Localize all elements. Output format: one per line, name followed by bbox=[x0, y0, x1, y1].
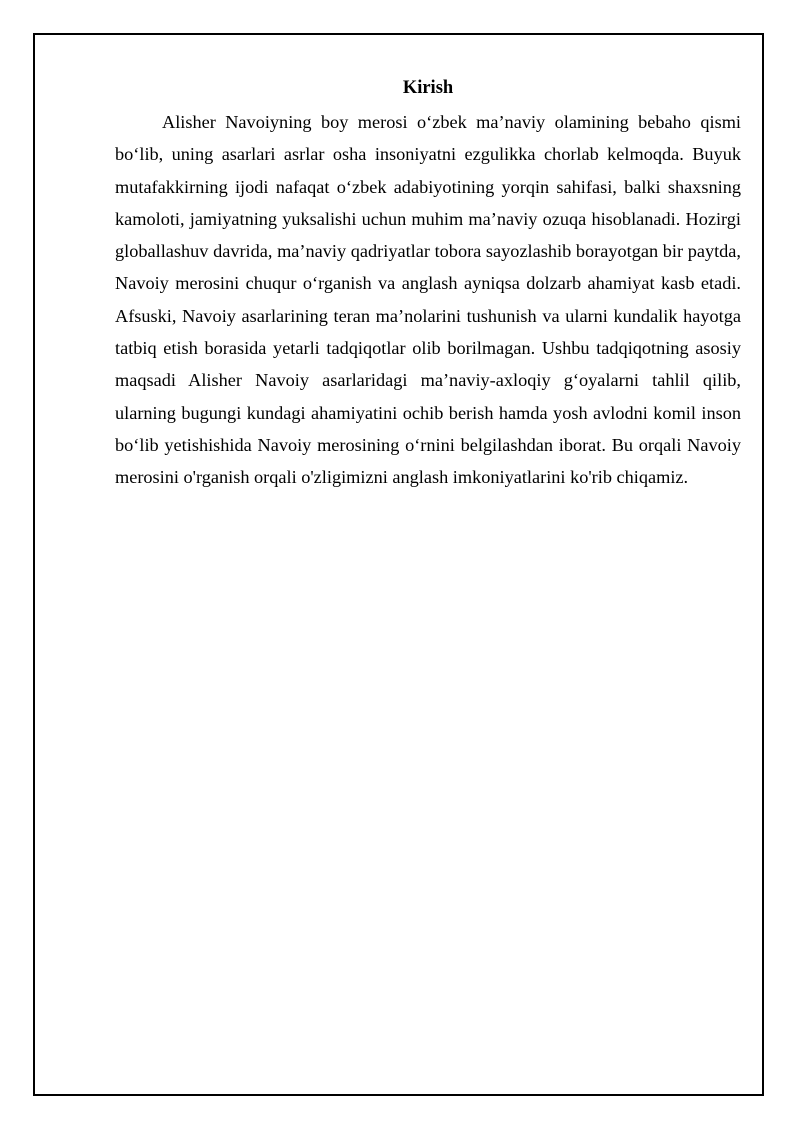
intro-paragraph: Alisher Navoiyning boy merosi o‘zbek ma’naviy olamining bebaho qismi bo‘lib, uning asarlari asrlar osha insoniyatni ezgulikka chorlab kelmoqda. Buyuk mutafakkirning ijodi nafaqat o‘zbek adabiyotining yorqin sahifasi, balki shaxsning kamoloti, jamiyatning yuksalishi uchun muhim ma’naviy ozuqa hisoblanadi. Hozirgi globallashuv davrida, ma’naviy qadriyatlar tobora sayozlashib borayotgan bir paytda, Navoiy merosini chuqur o‘rganish va anglash ayniqsa dolzarb ahamiyat kasb etadi. Afsuski, Navoiy asarlarining teran ma’nolarini tushunish va ularni kundalik hayotga tatbiq etish borasida yetarli tadqiqotlar olib borilmagan. Ushbu tadqiqotning asosiy maqsadi Alisher Navoiy asarlaridagi ma’naviy-axloqiy g‘oyalarni tahlil qilib, ularning bugungi kundagi ahamiyatini ochib berish hamda yosh avlodni komil inson bo‘lib yetishishida Navoiy merosining o‘rnini belgilashdan iborat. Bu orqali Navoiy merosini o'rganish orqali o'zligimizni anglash imkoniyatlarini ko'rib chiqamiz. bbox=[115, 112, 741, 488]
document-body bbox=[115, 76, 741, 494]
section-heading: Kirish bbox=[402, 78, 454, 98]
